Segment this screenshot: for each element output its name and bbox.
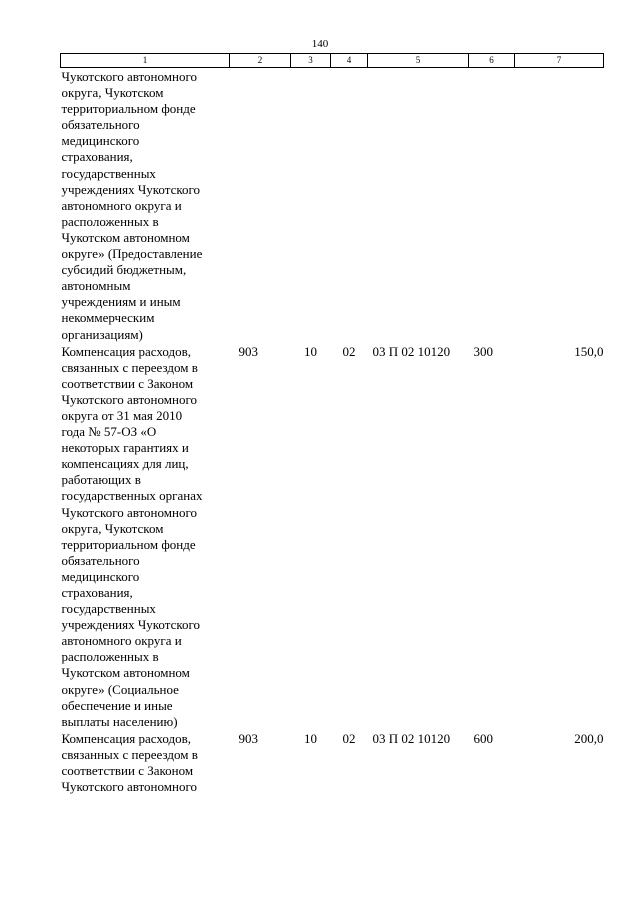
expense-name-line: округа от 31 мая 2010: [61, 407, 183, 423]
expense-name-line: округе» (Предоставление: [61, 246, 203, 262]
expense-name-line: медицинского: [61, 568, 140, 584]
expense-name-line: компенсациях для лиц,: [61, 456, 189, 472]
expense-name-line: некоммерческим: [61, 310, 155, 326]
expense-name-line: государственных органах: [61, 488, 203, 504]
subsection-code-cell: [331, 68, 368, 343]
target-article-cell: 03 П 02 10120: [372, 730, 451, 746]
expense-name-cell: [61, 68, 230, 343]
expense-name-line: территориальном фонде: [61, 101, 196, 117]
section-code-cell: [291, 68, 331, 343]
expense-name-line: соответствии с Законом: [61, 763, 194, 779]
section-code-cell: 10: [304, 343, 317, 359]
expense-type-cell: 600: [473, 730, 493, 746]
column-header: 4: [331, 54, 368, 68]
expense-name-line: медицинского: [61, 133, 140, 149]
page-number: 140: [311, 38, 329, 50]
expense-name-line: связанных с переездом в: [61, 359, 198, 375]
expense-name-line: государственных: [61, 601, 156, 617]
expense-name-line: территориальном фонде: [61, 536, 196, 552]
expense-name-line: округа, Чукотском: [61, 520, 164, 536]
amount-cell: [515, 68, 604, 343]
expense-type-cell: 300: [473, 343, 493, 359]
target-article-cell: 03 П 02 10120: [372, 343, 451, 359]
column-header: 3: [291, 54, 331, 68]
expense-name-line: расположенных в: [61, 213, 159, 229]
expense-name-line: Чукотского автономного: [61, 391, 197, 407]
column-header: 7: [515, 54, 604, 68]
expense-name-line: Чукотском автономном: [61, 665, 190, 681]
expense-name-line: автономного округа и: [61, 633, 182, 649]
expense-name-line: Чукотского автономного: [61, 779, 197, 795]
expense-name-line: некоторых гарантиях и: [61, 440, 189, 456]
subsection-code-cell: 02: [342, 730, 356, 746]
expense-name-line: обеспечение и иные: [61, 697, 173, 713]
expense-name-cell: [61, 343, 230, 730]
expense-name-line: обязательного: [61, 117, 140, 133]
expense-name-line: страхования,: [61, 149, 133, 165]
expense-name-line: выплаты населению): [61, 713, 178, 729]
expense-name-line: округа, Чукотском: [61, 85, 164, 101]
expense-name-line: государственных: [61, 165, 156, 181]
table-row: [61, 68, 604, 343]
expense-name-line: года № 57-ОЗ «О: [61, 424, 157, 440]
expense-name-line: Компенсация расходов,: [61, 730, 192, 746]
ministry-code-cell: 903: [238, 730, 258, 746]
column-header: 1: [61, 54, 230, 68]
expense-name-line: Чукотского автономного: [61, 504, 197, 520]
expense-name-line: страхования,: [61, 585, 133, 600]
expense-name-line: Чукотском автономном: [61, 229, 190, 245]
table-row: [61, 343, 604, 730]
expense-name-line: автономного округа и: [61, 197, 182, 213]
target-article-cell: [368, 68, 469, 343]
expense-name-line: организациям): [61, 326, 143, 342]
expense-name-line: автономным: [61, 278, 131, 294]
section-code-cell: 10: [304, 730, 317, 746]
ministry-code-cell: [230, 68, 291, 343]
expense-name-line: округе» (Социальное: [61, 681, 179, 697]
ministry-code-cell: 903: [238, 343, 258, 359]
table-row: [61, 730, 604, 795]
expense-name-line: учреждениях Чукотского: [61, 617, 201, 633]
expense-type-cell: [469, 68, 515, 343]
expense-name-line: учреждениях Чукотского: [61, 181, 201, 197]
budget-table: [60, 53, 604, 795]
expense-name-line: Чукотского автономного: [61, 69, 197, 84]
expense-name-line: Компенсация расходов,: [61, 343, 192, 359]
expense-name-cell: [61, 730, 230, 795]
expense-name-line: работающих в: [61, 472, 141, 488]
expense-name-line: расположенных в: [61, 649, 159, 665]
amount-cell: 150,0: [574, 343, 604, 359]
expense-name-line: субсидий бюджетным,: [61, 262, 187, 278]
expense-name-line: соответствии с Законом: [61, 375, 194, 391]
subsection-code-cell: 02: [342, 343, 356, 359]
column-header: 6: [469, 54, 515, 68]
column-header: 2: [230, 54, 291, 68]
expense-name-line: учреждениям и иным: [61, 294, 181, 310]
column-header: 5: [368, 54, 469, 68]
expense-name-line: связанных с переездом в: [61, 746, 198, 762]
amount-cell: 200,0: [574, 730, 604, 746]
expense-name-line: обязательного: [61, 552, 140, 568]
header-row: [61, 54, 604, 68]
